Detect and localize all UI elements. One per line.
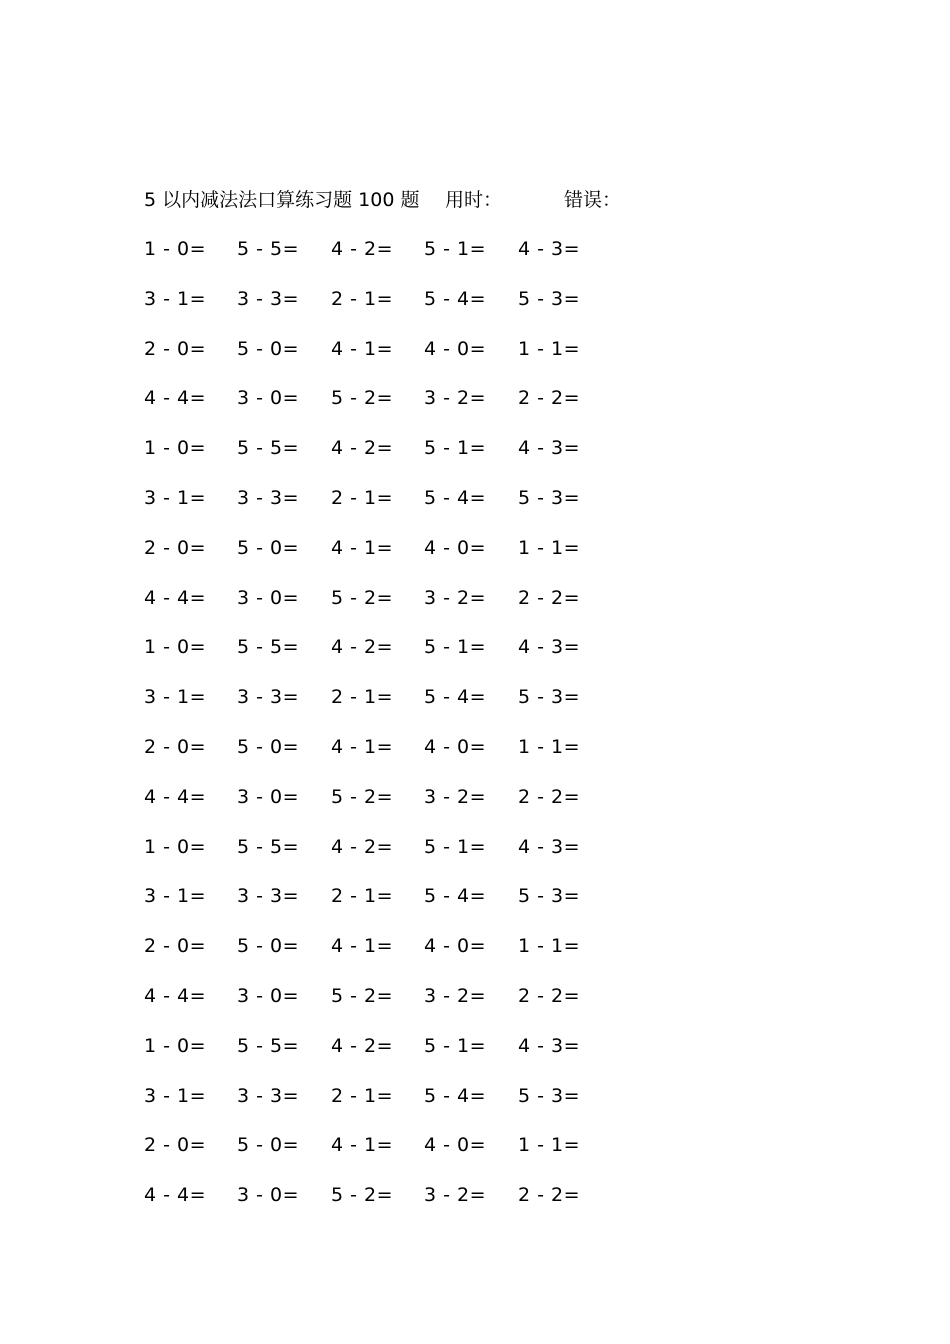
subtraction-problem: 4 - 1= — [331, 536, 394, 559]
subtraction-problem: 3 - 3= — [237, 1084, 300, 1107]
subtraction-problem: 3 - 3= — [237, 686, 300, 709]
subtraction-problem: 2 - 0= — [144, 935, 207, 958]
subtraction-problem: 5 - 5= — [237, 835, 300, 858]
subtraction-problem: 2 - 0= — [144, 337, 207, 360]
time-used-label: 用时： — [445, 189, 503, 211]
subtraction-problem: 1 - 1= — [518, 935, 581, 958]
problem-row — [144, 1182, 644, 1232]
problem-row — [144, 535, 644, 585]
subtraction-problem: 3 - 3= — [237, 486, 300, 509]
subtraction-problem: 5 - 3= — [518, 686, 581, 709]
subtraction-problem: 4 - 0= — [424, 735, 487, 758]
subtraction-problem: 3 - 0= — [237, 984, 300, 1007]
subtraction-problem: 4 - 1= — [331, 935, 394, 958]
subtraction-problem: 5 - 4= — [424, 486, 487, 509]
problem-row — [144, 585, 644, 635]
subtraction-problem: 4 - 0= — [424, 1134, 487, 1157]
subtraction-problem: 4 - 4= — [144, 1184, 207, 1207]
subtraction-problem: 4 - 3= — [518, 636, 581, 659]
subtraction-problem: 2 - 0= — [144, 735, 207, 758]
subtraction-problem: 5 - 2= — [331, 586, 394, 609]
subtraction-problem: 1 - 0= — [144, 835, 207, 858]
subtraction-problem: 5 - 3= — [518, 1084, 581, 1107]
problem-row — [144, 286, 644, 336]
subtraction-problem: 4 - 2= — [331, 835, 394, 858]
subtraction-problem: 3 - 0= — [237, 387, 300, 410]
subtraction-problem: 4 - 3= — [518, 835, 581, 858]
subtraction-problem: 3 - 2= — [424, 387, 487, 410]
subtraction-problem: 5 - 4= — [424, 885, 487, 908]
subtraction-problem: 2 - 0= — [144, 1134, 207, 1157]
subtraction-problem: 4 - 2= — [331, 636, 394, 659]
subtraction-problem: 3 - 2= — [424, 1184, 487, 1207]
subtraction-problem: 5 - 2= — [331, 785, 394, 808]
subtraction-problem: 4 - 3= — [518, 437, 581, 460]
subtraction-problem: 5 - 3= — [518, 885, 581, 908]
subtraction-problem: 1 - 1= — [518, 1134, 581, 1157]
subtraction-problem: 4 - 1= — [331, 1134, 394, 1157]
error-count-label: 错误： — [564, 189, 622, 211]
subtraction-problem: 4 - 1= — [331, 735, 394, 758]
subtraction-problem: 3 - 1= — [144, 486, 207, 509]
subtraction-problem: 2 - 2= — [518, 1184, 581, 1207]
subtraction-problem: 5 - 1= — [424, 238, 487, 260]
subtraction-problem: 1 - 1= — [518, 337, 581, 360]
subtraction-problem: 5 - 1= — [424, 1034, 487, 1057]
subtraction-problem: 1 - 0= — [144, 437, 207, 460]
subtraction-problem: 2 - 1= — [331, 885, 394, 908]
problem-row — [144, 784, 644, 834]
subtraction-problem: 2 - 1= — [331, 686, 394, 709]
subtraction-problem: 5 - 2= — [331, 387, 394, 410]
subtraction-problem: 2 - 2= — [518, 785, 581, 808]
subtraction-problem: 2 - 1= — [331, 486, 394, 509]
subtraction-problem: 2 - 2= — [518, 586, 581, 609]
subtraction-problem: 4 - 0= — [424, 536, 487, 559]
subtraction-problem: 4 - 1= — [331, 337, 394, 360]
subtraction-problem: 4 - 4= — [144, 785, 207, 808]
problem-row — [144, 983, 644, 1033]
subtraction-problem: 4 - 0= — [424, 337, 487, 360]
subtraction-problem: 4 - 0= — [424, 935, 487, 958]
subtraction-problem: 3 - 3= — [237, 885, 300, 908]
problem-row — [144, 734, 644, 784]
worksheet-title: 5 以内减法法口算练习题 100 题 — [144, 189, 420, 211]
subtraction-problem: 3 - 1= — [144, 885, 207, 908]
problem-row — [144, 634, 644, 684]
subtraction-problem: 5 - 0= — [237, 1134, 300, 1157]
problem-row — [144, 485, 644, 535]
subtraction-problem: 3 - 2= — [424, 984, 487, 1007]
subtraction-problem: 4 - 3= — [518, 238, 581, 260]
problem-row — [144, 834, 644, 884]
subtraction-problem: 3 - 2= — [424, 586, 487, 609]
problem-row — [144, 933, 644, 983]
subtraction-problem: 4 - 4= — [144, 984, 207, 1007]
subtraction-problem: 5 - 1= — [424, 437, 487, 460]
subtraction-problem: 3 - 0= — [237, 785, 300, 808]
subtraction-problem: 5 - 5= — [237, 238, 300, 260]
problem-row — [144, 684, 644, 734]
subtraction-problem: 4 - 2= — [331, 238, 394, 260]
subtraction-problem: 3 - 1= — [144, 686, 207, 709]
subtraction-problem: 5 - 2= — [331, 1184, 394, 1207]
problem-row — [144, 1132, 644, 1182]
subtraction-problem: 5 - 5= — [237, 1034, 300, 1057]
problem-row — [144, 336, 644, 386]
subtraction-problem: 5 - 0= — [237, 337, 300, 360]
problem-grid — [144, 236, 644, 1232]
subtraction-problem: 2 - 1= — [331, 1084, 394, 1107]
subtraction-problem: 3 - 0= — [237, 586, 300, 609]
problem-row — [144, 236, 644, 286]
subtraction-problem: 5 - 1= — [424, 636, 487, 659]
problem-row — [144, 883, 644, 933]
subtraction-problem: 5 - 3= — [518, 287, 581, 310]
subtraction-problem: 2 - 2= — [518, 387, 581, 410]
subtraction-problem: 1 - 0= — [144, 1034, 207, 1057]
subtraction-problem: 5 - 3= — [518, 486, 581, 509]
subtraction-problem: 3 - 2= — [424, 785, 487, 808]
subtraction-problem: 3 - 0= — [237, 1184, 300, 1207]
subtraction-problem: 5 - 4= — [424, 1084, 487, 1107]
subtraction-problem: 5 - 4= — [424, 287, 487, 310]
problem-row — [144, 385, 644, 435]
subtraction-problem: 1 - 0= — [144, 238, 207, 260]
subtraction-problem: 4 - 4= — [144, 586, 207, 609]
subtraction-problem: 4 - 4= — [144, 387, 207, 410]
subtraction-problem: 2 - 0= — [144, 536, 207, 559]
subtraction-problem: 5 - 0= — [237, 935, 300, 958]
problem-row — [144, 1083, 644, 1133]
subtraction-problem: 5 - 5= — [237, 437, 300, 460]
subtraction-problem: 5 - 1= — [424, 835, 487, 858]
subtraction-problem: 5 - 0= — [237, 536, 300, 559]
subtraction-problem: 4 - 2= — [331, 437, 394, 460]
subtraction-problem: 5 - 5= — [237, 636, 300, 659]
subtraction-problem: 1 - 0= — [144, 636, 207, 659]
subtraction-problem: 4 - 3= — [518, 1034, 581, 1057]
subtraction-problem: 2 - 1= — [331, 287, 394, 310]
problem-row — [144, 435, 644, 485]
subtraction-problem: 3 - 3= — [237, 287, 300, 310]
problem-row — [144, 1033, 644, 1083]
subtraction-problem: 2 - 2= — [518, 984, 581, 1007]
subtraction-problem: 4 - 2= — [331, 1034, 394, 1057]
subtraction-problem: 1 - 1= — [518, 536, 581, 559]
subtraction-problem: 5 - 4= — [424, 686, 487, 709]
subtraction-problem: 3 - 1= — [144, 1084, 207, 1107]
subtraction-problem: 1 - 1= — [518, 735, 581, 758]
subtraction-problem: 3 - 1= — [144, 287, 207, 310]
subtraction-problem: 5 - 2= — [331, 984, 394, 1007]
subtraction-problem: 5 - 0= — [237, 735, 300, 758]
